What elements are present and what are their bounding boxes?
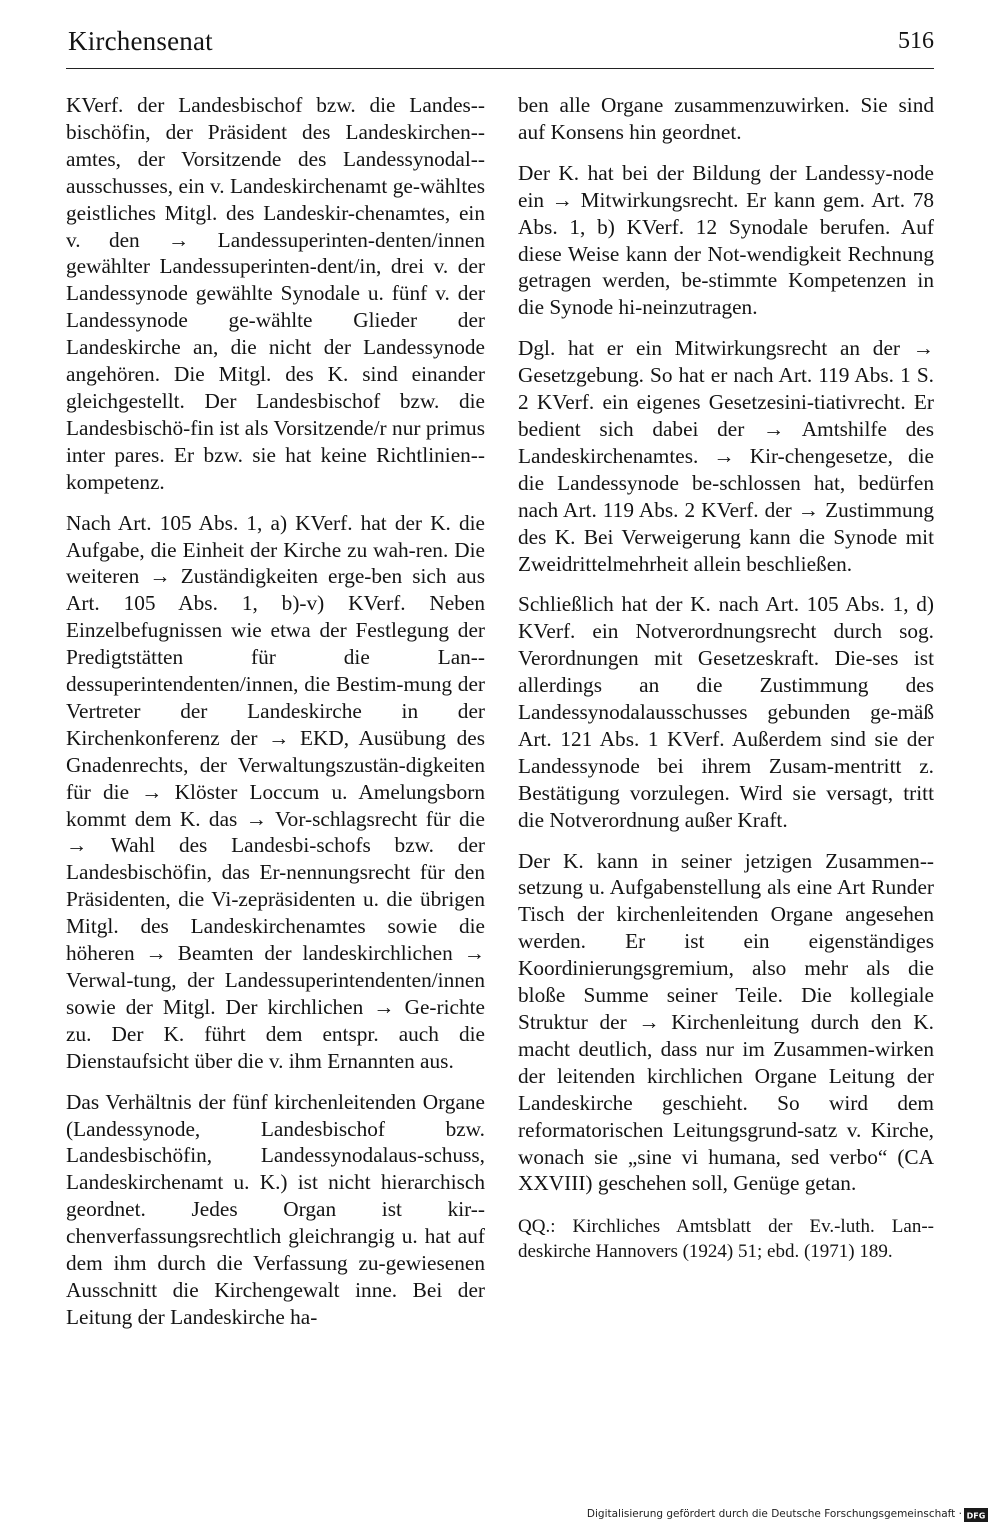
paragraph: Dgl. hat er ein Mitwirkungsrecht an der → Gesetzgebung. So hat er nach Art. 119 Abs. 1 S. 2 KVerf. ein eigenes Gesetzesini-tiativrecht. Er bedient sich dabei der → Amtshilfe des Landeskirchenamtes. → Kir-chengesetze, die die Landessynode be-schlossen hat, bedürfen nach Art. 119 Abs. 2 KVerf. der → Zustimmung des K. Bei Verweigerung kann die Synode mit Zweidrittelmehrheit allein beschließen. — [518, 336, 934, 576]
text-column-right — [518, 92, 934, 1278]
page-running-title: Kirchensenat — [68, 26, 213, 56]
paragraph: Das Verhältnis der fünf kirchenleitenden Organe (Landessynode, Landesbischof bzw. Landesbischöfin, Landessynodalaus-schuss, Landeskirchenamt u. K.) ist nicht hierarchisch geordnet. Jedes Organ ist kir-chenverfassungsrechtlich gleichrangig u. hat auf dem ihm durch die Verfassung zu-gewiesenen Ausschnitt die Kirchengewalt inne. Bei der Leitung der Landeskirche ha- — [66, 1089, 485, 1329]
digitization-credit-text: Digitalisierung gefördert durch die Deutsche Forschungsgemeinschaft — [586, 1508, 956, 1520]
paragraph: Der K. hat bei der Bildung der Landessy-node ein → Mitwirkungsrecht. Er kann gem. Art. 78 Abs. 1, b) KVerf. 12 Synodale berufen. Auf diese Weise kann der Not-wendigkeit Rechnung getragen werden, be-stimmte Kompetenzen in die Synode hi-neinzutragen. — [518, 160, 934, 320]
paragraph: Der K. kann in seiner jetzigen Zusammen-setzung u. Aufgabenstellung als eine Art Runder Tisch der kirchenleitenden Organe angesehen werden. Er ist ein eigenständiges Koordinierungsgremium, also mehr als die bloße Summe seiner Teile. Die kollegiale Struktur der → Kirchenleitung durch den K. macht deutlich, dass nur im Zusammen-wirken der leitenden kirchlichen Organe Leitung der Landeskirche geschieht. So wird dem reformatorischen Leitungsgrund-satz v. Kirche, wonach sie „sine vi humana, sed verbo“ (CA XXVIII) geschehen soll, Genüge getan. — [518, 848, 934, 1196]
text-column-left — [66, 92, 485, 1345]
paragraph: Nach Art. 105 Abs. 1, a) KVerf. hat der K. die Aufgabe, die Einheit der Kirche zu wah-ren. Die weiteren → Zuständigkeiten erge-ben sich aus Art. 105 Abs. 1, b)-v) KVerf. Neben Einzelbefugnissen wie etwa der Festlegung der Predigtstätten für die Lan-dessuperintendenten/innen, die Bestim-mung der Vertreter der Landeskirche in der Kirchenkonferenz der → EKD, Ausübung des Gnadenrechts, der Verwaltungszustän-digkeiten für die → Klöster Loccum u. Amelungsborn kommt dem K. das → Vor-schlagsrecht für die → Wahl des Landesbi-schofs bzw. der Landesbischöfin, das Er-nennungsrecht für den Präsidenten, die Vi-zepräsidenten u. die übrigen Mitgl. des Landeskirchenamtes sowie die höheren → Beamten der landeskirchlichen → Verwal-tung, der Landessuperintendenten/innen sowie der Mitgl. Der kirchlichen → Ge-richte zu. Der K. führt dem entspr. auch die Dienstaufsicht über die v. ihm Ernannten aus. — [66, 510, 485, 1073]
paragraph: Schließlich hat der K. nach Art. 105 Abs. 1, d) KVerf. ein Notverordnungsrecht durch sog. Verordnungen mit Gesetzeskraft. Die-ses ist allerdings an die Zustimmung des Landessynodalausschusses gebunden ge-mäß Art. 121 Abs. 1 KVerf. Außerdem sind sie der Landessynode bei ihrem Zusam-mentritt z. Bestätigung vorzulegen. Wird sie versagt, tritt die Notverordnung außer Kraft. — [518, 592, 934, 832]
paragraph: KVerf. der Landesbischof bzw. die Landes-bischöfin, der Präsident des Landeskirchen-amtes, der Vorsitzende des Landessynodal-ausschusses, ein v. Landeskirchenamt ge-wähltes geistliches Mitgl. des Landeskir-chenamtes, ein v. den → Landessuperinten-denten/innen gewählter Landessuperinten-dent/in, drei v. der Landessynode gewählte Synodale u. fünf v. der Landessynode ge-wählte Glieder der Landeskirche an, die nicht der Landessynode angehören. Die Mitgl. des K. sind einander gleichgestellt. Der Landesbischof bzw. die Landesbischö-fin ist als Vorsitzende/r nur primus inter pares. Er bzw. sie hat keine Richtlinien-kompetenz. — [66, 93, 485, 494]
page-number: 516 — [898, 28, 934, 54]
references-paragraph: QQ.: Kirchliches Amtsblatt der Ev.-luth. Lan-deskirche Hannovers (1924) 51; ebd. (1971) 189. — [518, 1216, 934, 1262]
digitization-credit: Digitalisierung gefördert durch die Deutsche Forschungsgemeinschaft · — [586, 1508, 962, 1520]
dfg-logo-icon — [964, 1508, 988, 1522]
dfg-logo-text: DFG — [966, 1511, 986, 1521]
paragraph: ben alle Organe zusammenzuwirken. Sie sind auf Konsens hin geordnet. — [518, 93, 934, 144]
header-divider — [66, 68, 934, 69]
